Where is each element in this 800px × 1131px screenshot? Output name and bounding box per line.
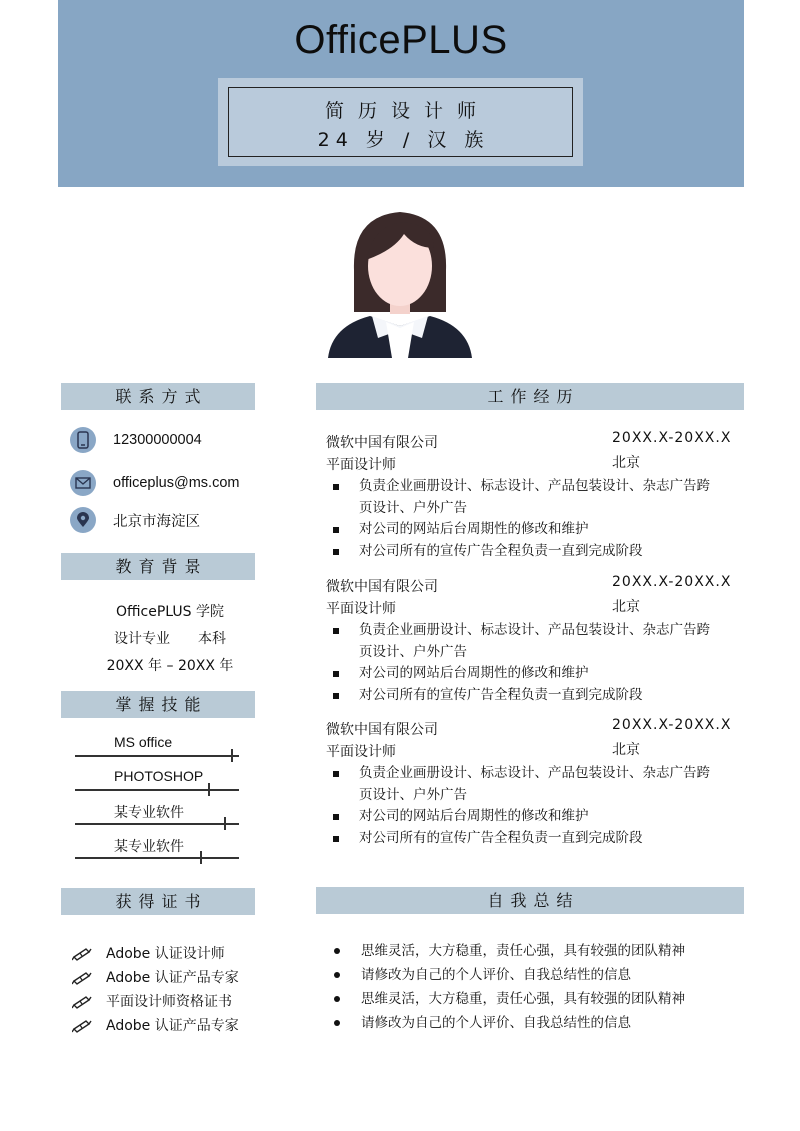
education-period: 20XX 年 – 20XX 年 [106,658,234,674]
job-duties [326,476,736,562]
skill-name: MS office [114,734,173,750]
phone-number: 12300000004 [113,432,202,448]
location-pin-icon [70,507,96,533]
position-title: 简历设计师 [324,100,490,122]
diploma-icon [72,945,92,961]
job-title: 平面设计师 [326,601,396,617]
duty-item: 对公司的网站后台周期性的修改和维护 [326,806,736,828]
mail-icon [70,470,96,496]
section-title-certificates: 获得证书 [61,888,255,915]
certificate-item [72,967,239,987]
avatar [326,208,474,358]
diploma-icon [72,993,92,1009]
certificate-name: Adobe 认证产品专家 [106,970,239,986]
job-city: 北京 [612,599,640,615]
duty-item: 对公司所有的宣传广告全程负责一直到完成阶段 [326,685,736,707]
job-dates: 20XX.X-20XX.X [612,430,732,446]
duty-item: 负责企业画册设计、标志设计、产品包装设计、杂志广告跨页设计、户外广告 [326,763,716,806]
diploma-icon [72,1017,92,1033]
certificate-item [72,1015,239,1035]
summary-item: 请修改为自己的个人评价、自我总结性的信息 [330,1011,740,1035]
duty-item: 负责企业画册设计、标志设计、产品包装设计、杂志广告跨页设计、户外广告 [326,620,716,663]
job-city: 北京 [612,455,640,471]
duty-item: 对公司的网站后台周期性的修改和维护 [326,519,736,541]
section-title-experience: 工作经历 [316,383,744,410]
duty-item: 对公司所有的宣传广告全程负责一直到完成阶段 [326,828,736,850]
address: 北京市海淀区 [113,513,200,530]
skill-track [75,789,239,791]
certificate-name: Adobe 认证产品专家 [106,1018,239,1034]
resume-name: OfficePLUS [294,18,508,62]
certificate-name: Adobe 认证设计师 [106,946,225,962]
job-city: 北京 [612,742,640,758]
skill-item [75,802,239,834]
duty-item: 对公司所有的宣传广告全程负责一直到完成阶段 [326,541,736,563]
contact-email [70,470,239,496]
skill-level-marker [200,851,202,864]
skill-track [75,823,239,825]
job-title: 平面设计师 [326,744,396,760]
skill-level-marker [208,783,210,796]
job-company: 微软中国有限公司 [326,722,438,738]
skill-item [75,734,239,766]
age-ethnicity: 24 岁 / 汉 族 [317,129,490,151]
job-duties [326,620,736,706]
certificate-item [72,991,232,1011]
contact-phone [70,427,202,453]
duty-item: 对公司的网站后台周期性的修改和维护 [326,663,736,685]
header-info-frame [228,87,573,157]
section-title-education: 教育背景 [61,553,255,580]
email-address: officeplus@ms.com [113,475,240,491]
job-company: 微软中国有限公司 [326,579,438,595]
skill-level-marker [231,749,233,762]
summary-item: 思维灵活，大方稳重，责任心强，具有较强的团队精神 [330,939,740,963]
header-info-box [218,78,583,166]
diploma-icon [72,969,92,985]
summary-list [330,939,740,1035]
summary-item: 请修改为自己的个人评价、自我总结性的信息 [330,963,740,987]
section-title-summary: 自我总结 [316,887,744,914]
job-duties [326,763,736,849]
skill-name: 某专业软件 [114,804,184,820]
education-major: 设计专业 本科 [114,631,226,647]
summary-item: 思维灵活，大方稳重，责任心强，具有较强的团队精神 [330,987,740,1011]
skill-name: PHOTOSHOP [114,768,204,784]
skill-item [75,768,239,800]
duty-item: 负责企业画册设计、标志设计、产品包装设计、杂志广告跨页设计、户外广告 [326,476,716,519]
job-dates: 20XX.X-20XX.X [612,574,732,590]
section-title-contact: 联系方式 [61,383,255,410]
phone-icon [70,427,96,453]
skill-item [75,836,239,868]
certificate-name: 平面设计师资格证书 [106,994,232,1010]
contact-address [70,507,200,533]
section-title-skills: 掌握技能 [61,691,255,718]
skill-track [75,857,239,859]
skill-level-marker [224,817,226,830]
job-title: 平面设计师 [326,457,396,473]
job-dates: 20XX.X-20XX.X [612,717,732,733]
avatar-illustration [326,208,474,358]
certificate-item [72,943,225,963]
skill-name: 某专业软件 [114,838,184,854]
skill-track [75,755,239,757]
job-company: 微软中国有限公司 [326,435,438,451]
resume-header [58,0,744,187]
education-school: OfficePLUS 学院 [116,604,224,620]
